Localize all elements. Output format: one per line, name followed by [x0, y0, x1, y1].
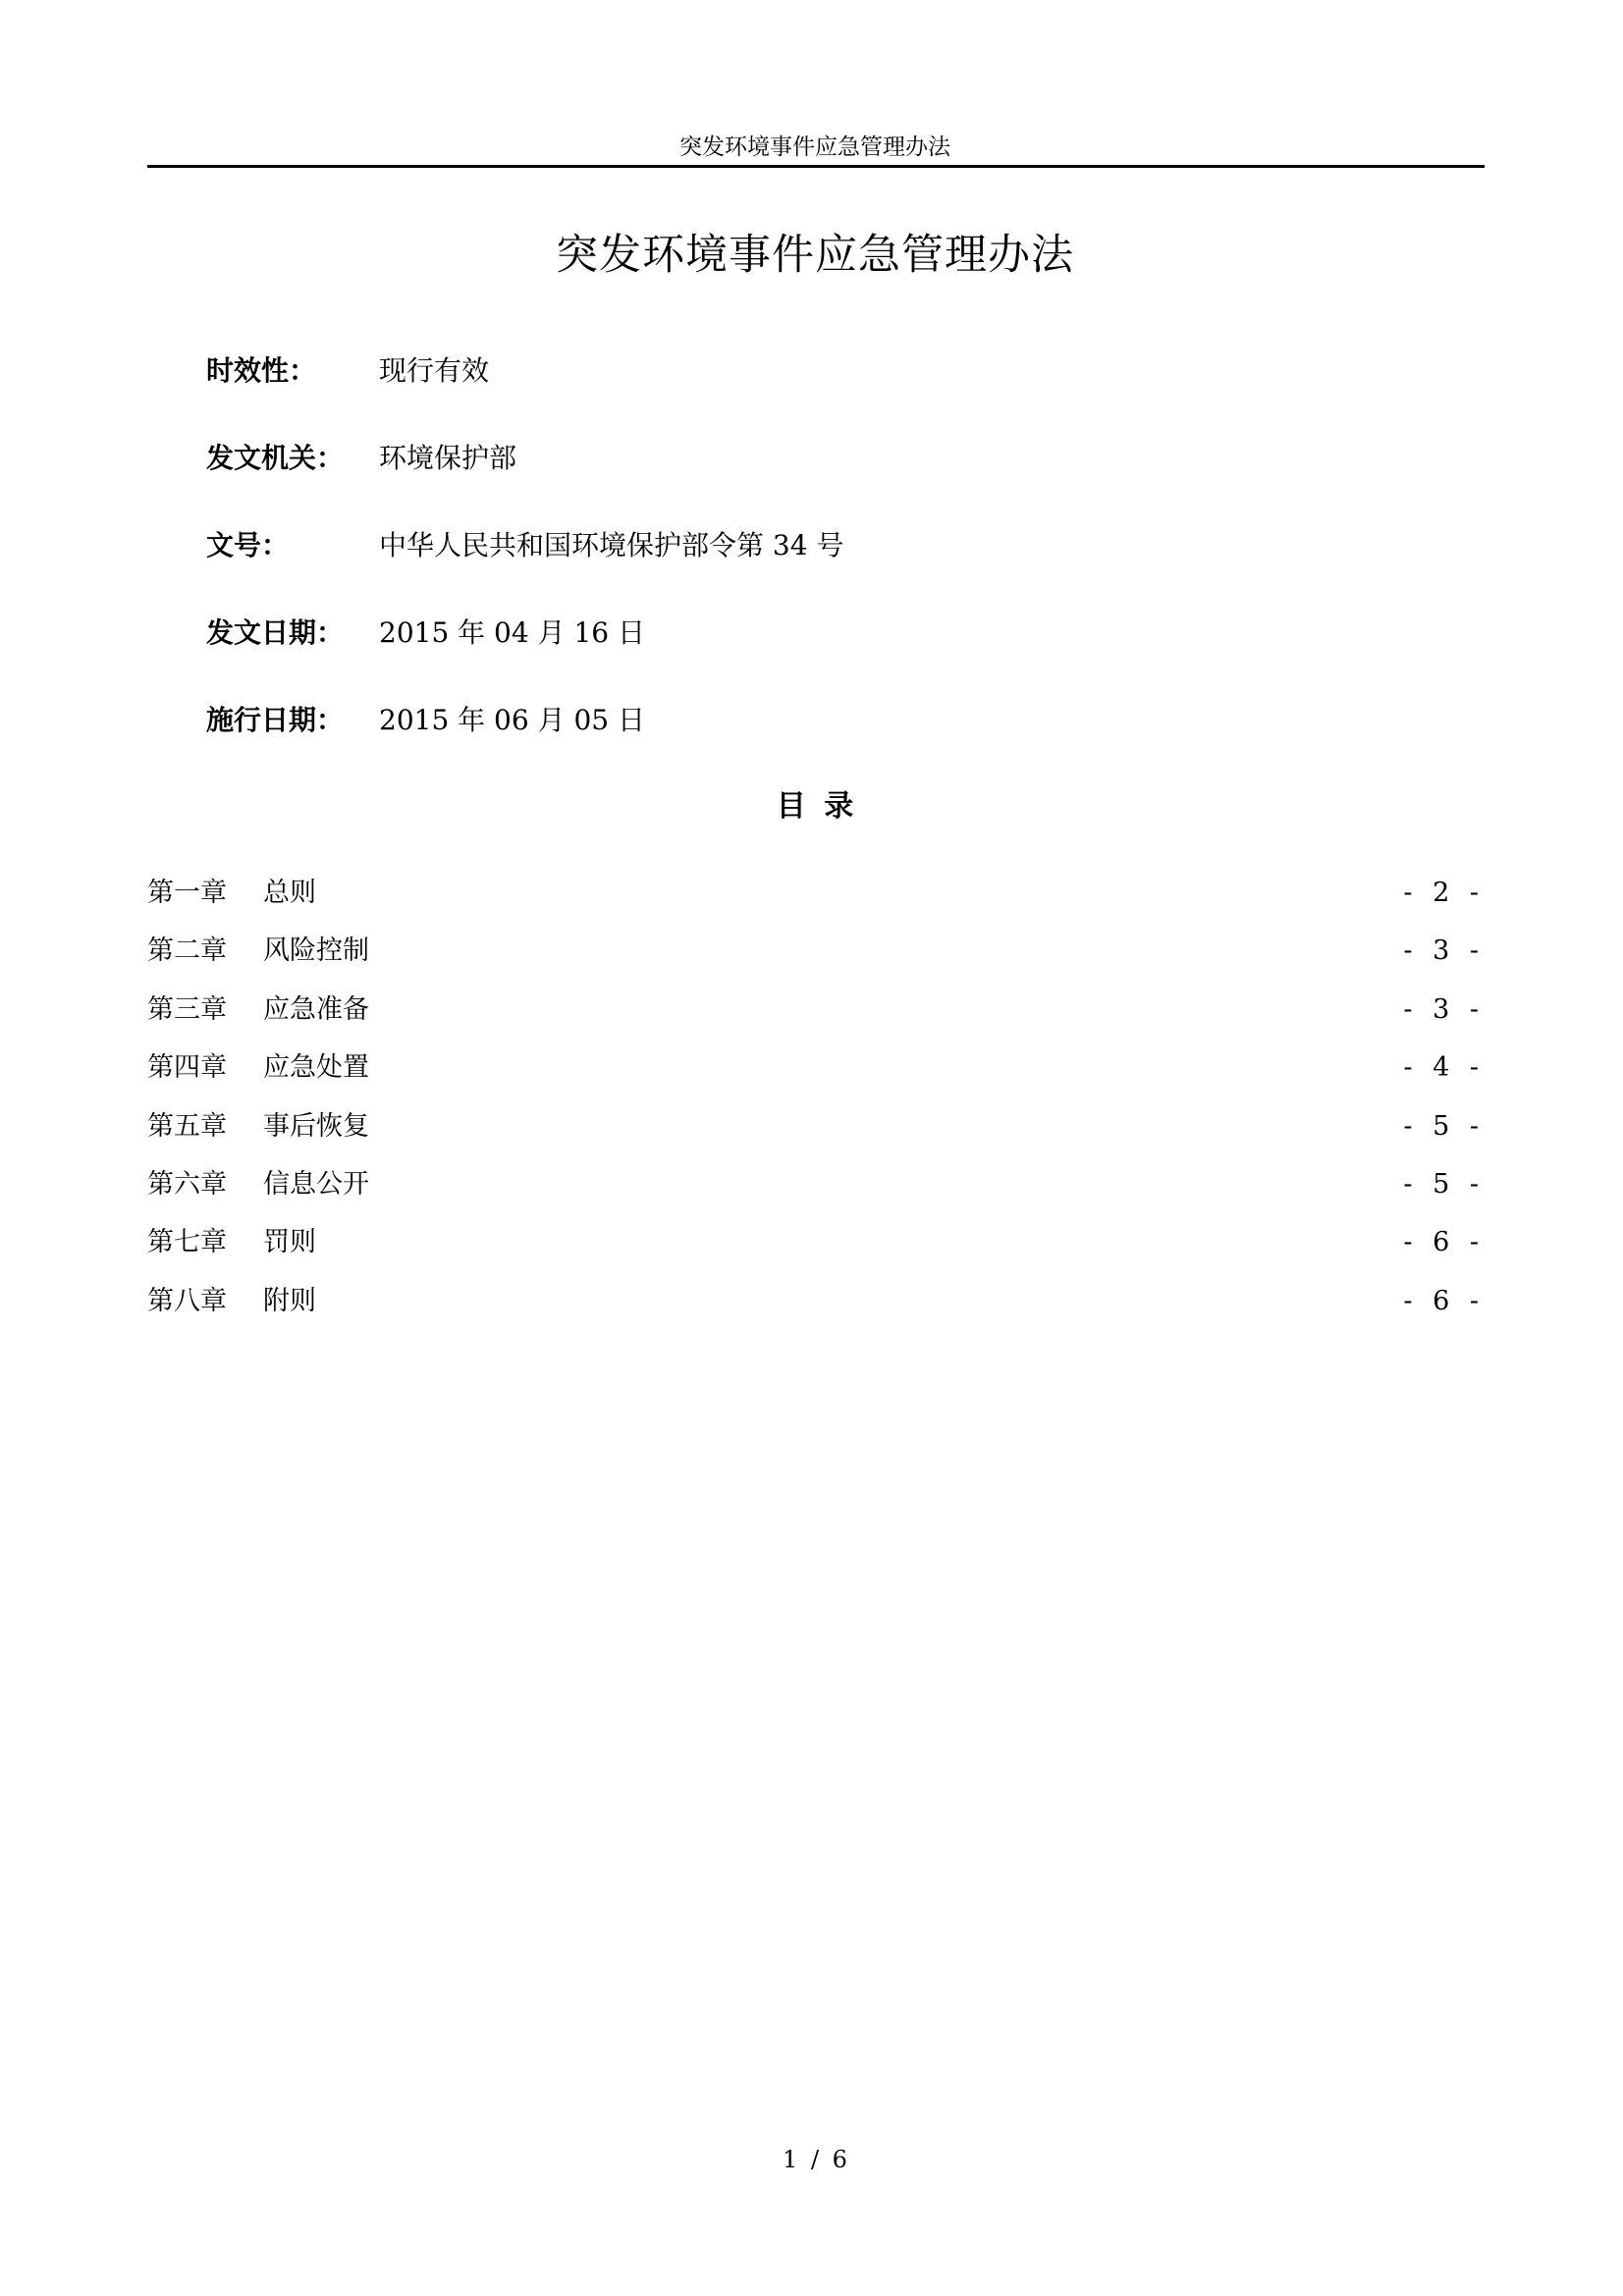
toc-chapter-title: 应急处置: [263, 1052, 369, 1084]
toc-chapter-number: 第七章: [147, 1227, 227, 1258]
toc-chapter-number: 第四章: [147, 1052, 227, 1084]
meta-label: 发文日期：: [206, 616, 345, 649]
toc-chapter-title: 信息公开: [263, 1168, 369, 1200]
meta-value: 环境保护部: [379, 442, 517, 474]
toc-item-chapter-8[interactable]: [147, 1282, 1485, 1340]
toc-item-chapter-1[interactable]: [147, 874, 1485, 932]
meta-label: 发文机关：: [206, 442, 345, 474]
toc-item-chapter-3[interactable]: [147, 990, 1485, 1048]
meta-value: 2015 年 04 月 16 日: [379, 616, 646, 649]
header-rule: [147, 165, 1485, 168]
toc-page-number: - 4 -: [1403, 1052, 1485, 1084]
toc-page-number: - 5 -: [1403, 1168, 1485, 1200]
toc-page-number: - 5 -: [1403, 1110, 1485, 1142]
toc-chapter-title: 应急准备: [263, 993, 369, 1025]
meta-value: 2015 年 06 月 05 日: [379, 704, 646, 736]
toc-chapter-number: 第三章: [147, 993, 227, 1025]
toc-item-chapter-5[interactable]: [147, 1107, 1485, 1165]
toc-chapter-number: 第六章: [147, 1168, 227, 1200]
toc-page-number: - 6 -: [1403, 1227, 1485, 1258]
toc-chapter-title: 总则: [263, 878, 316, 908]
toc-item-chapter-2[interactable]: [147, 932, 1485, 989]
document-title: 突发环境事件应急管理办法: [556, 231, 1074, 280]
toc-page-number: - 2 -: [1403, 878, 1485, 908]
meta-value: 现行有效: [379, 354, 490, 387]
toc-page-number: - 6 -: [1403, 1285, 1485, 1316]
toc-item-chapter-7[interactable]: [147, 1223, 1485, 1281]
toc-item-chapter-4[interactable]: [147, 1048, 1485, 1106]
toc-chapter-number: 第一章: [147, 878, 227, 908]
running-header: 突发环境事件应急管理办法: [679, 134, 950, 160]
meta-label: 施行日期：: [206, 704, 345, 736]
meta-label: 文号：: [206, 529, 290, 561]
toc-heading: 目 录: [776, 789, 854, 824]
toc-chapter-title: 风险控制: [263, 935, 369, 967]
toc-page-number: - 3 -: [1403, 935, 1485, 967]
table-of-contents: [147, 874, 1485, 1340]
toc-chapter-number: 第五章: [147, 1110, 227, 1142]
toc-chapter-number: 第二章: [147, 935, 227, 967]
page-indicator: 1 / 6: [783, 2146, 847, 2173]
toc-item-chapter-6[interactable]: [147, 1165, 1485, 1223]
toc-chapter-title: 事后恢复: [263, 1110, 369, 1142]
toc-chapter-title: 罚则: [263, 1227, 316, 1258]
meta-label: 时效性：: [206, 354, 317, 387]
toc-page-number: - 3 -: [1403, 993, 1485, 1025]
toc-chapter-title: 附则: [263, 1285, 316, 1316]
meta-value: 中华人民共和国环境保护部令第 34 号: [379, 529, 844, 561]
toc-chapter-number: 第八章: [147, 1285, 227, 1316]
